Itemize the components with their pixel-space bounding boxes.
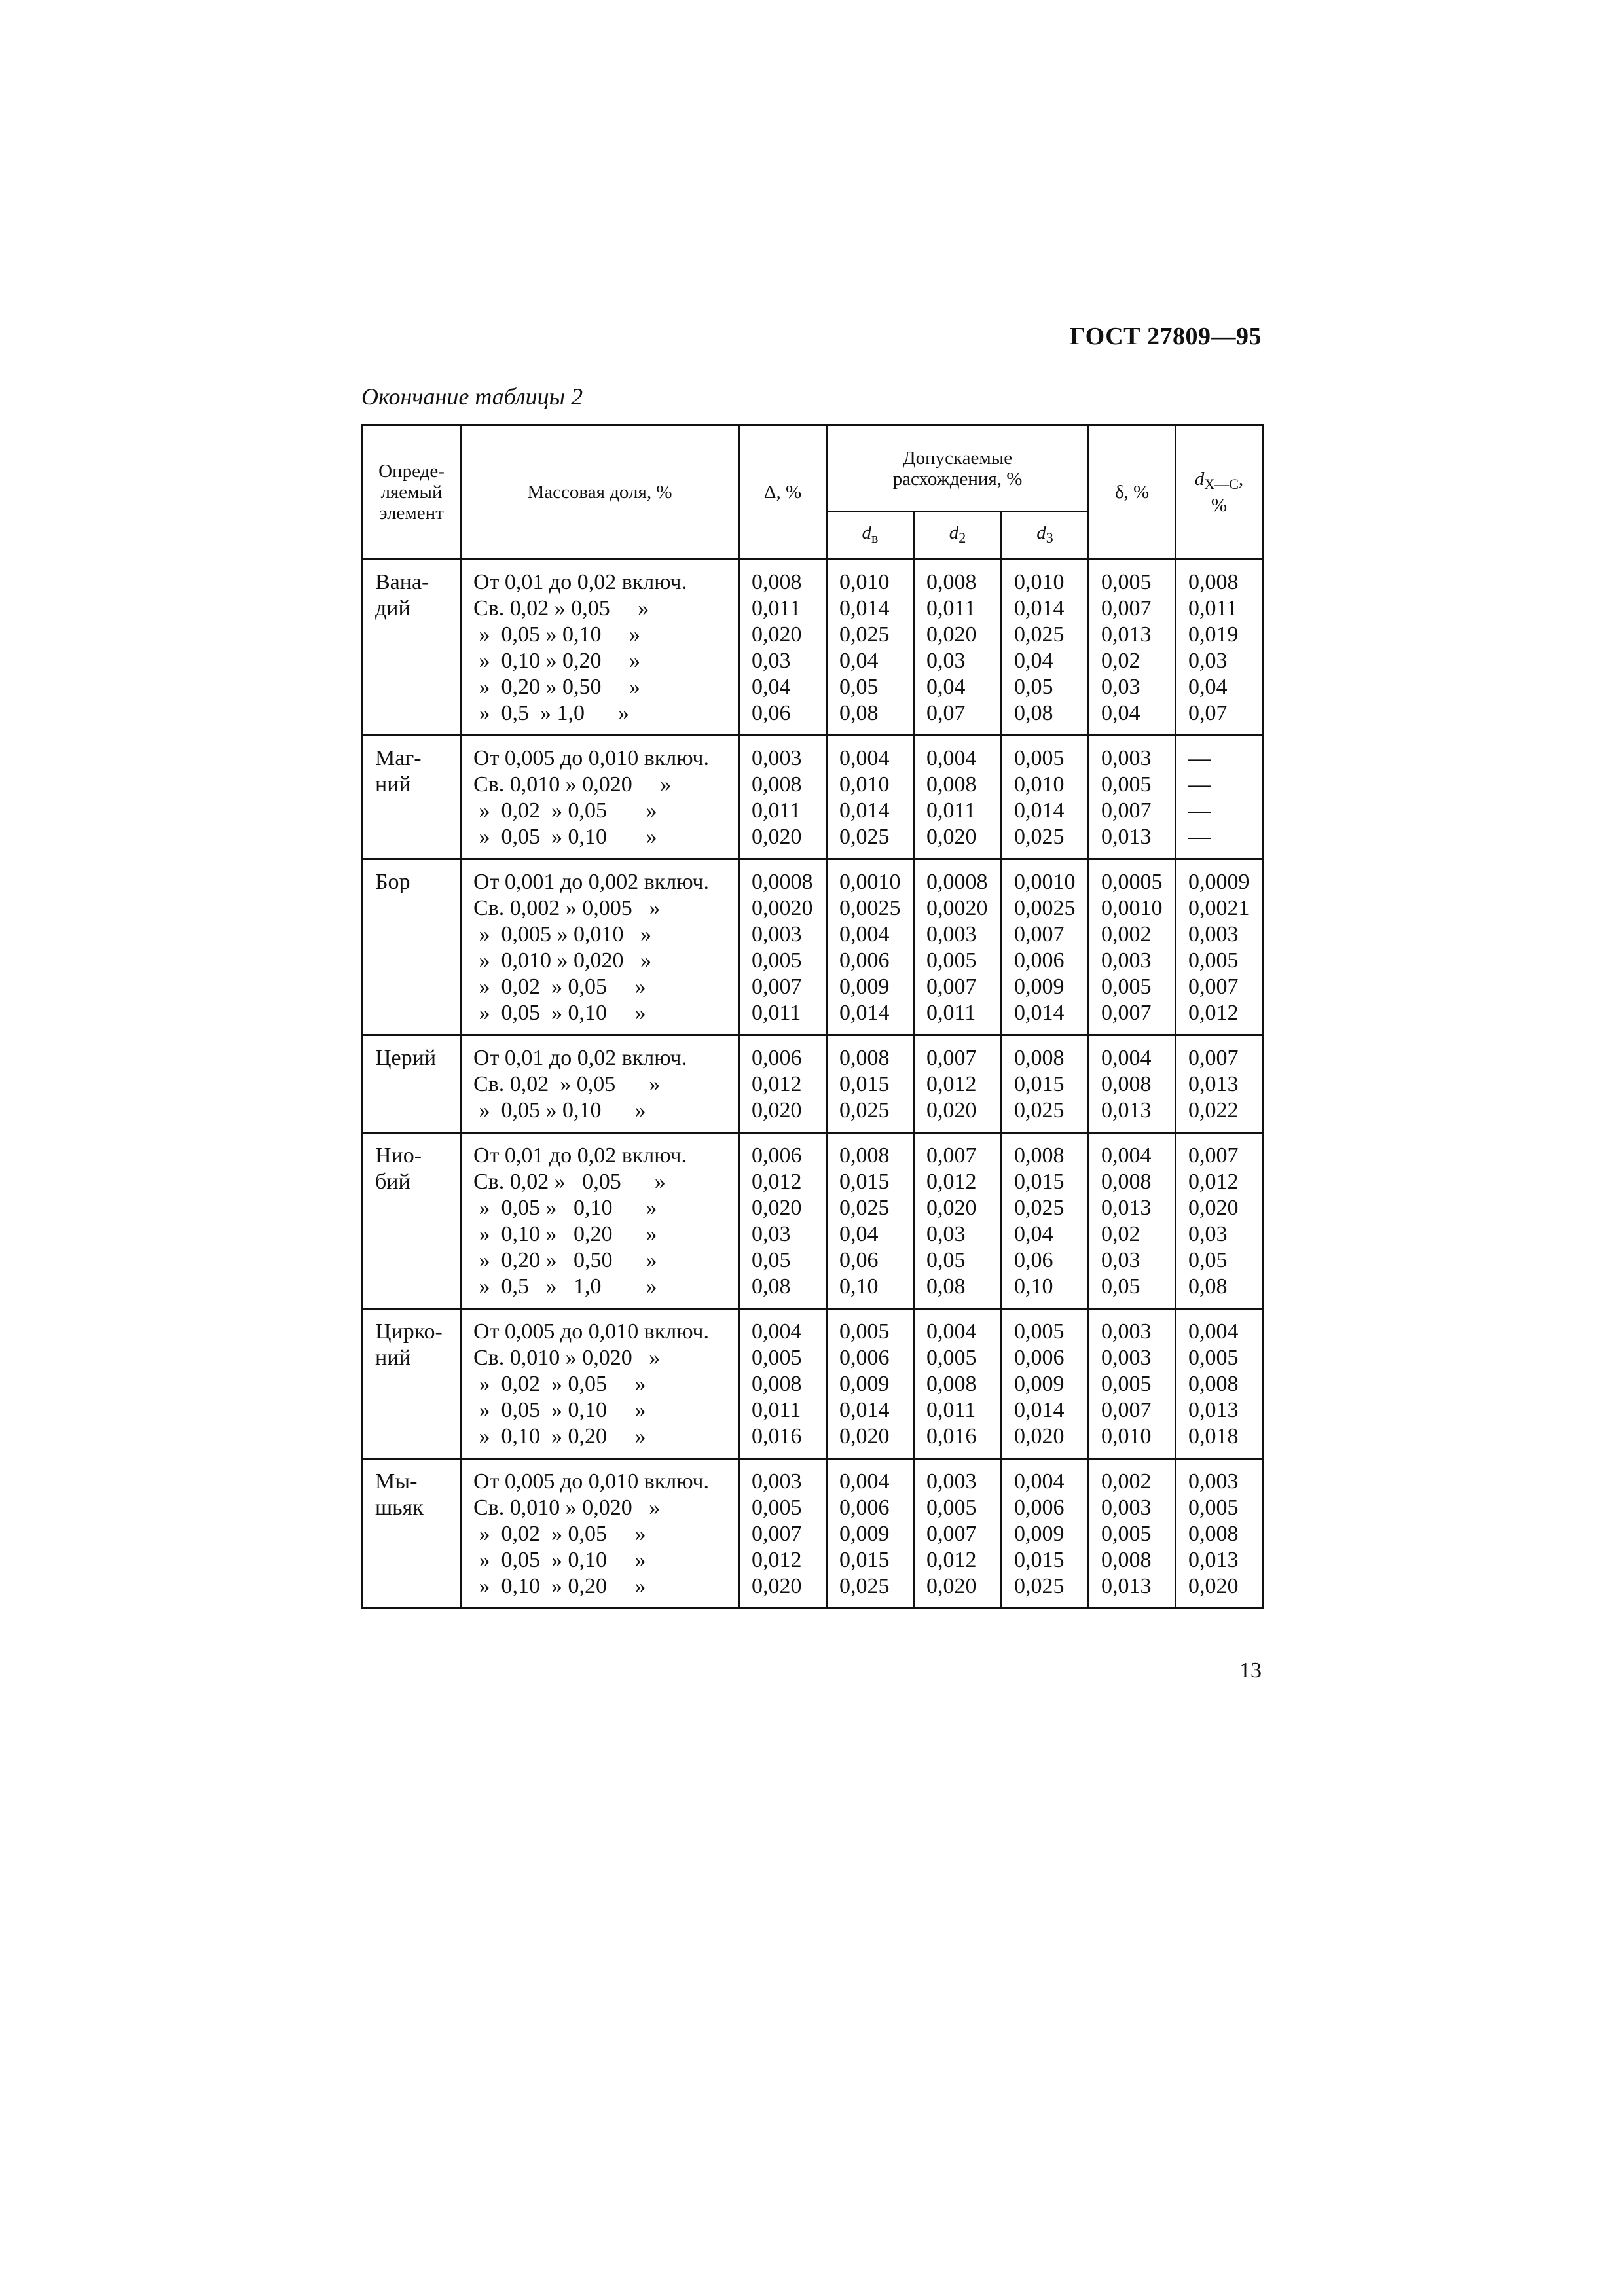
header-d3: $d_3$	[1002, 512, 1089, 560]
cell-mass: От 0,005 до 0,010 включ. Св. 0,010 » 0,020 » » 0,02 » 0,05 » » 0,05 » 0,10 »	[461, 736, 739, 859]
cell-dxc: 0,007 0,013 0,022	[1176, 1035, 1263, 1133]
table-row	[363, 1459, 1263, 1609]
cell-mass: От 0,01 до 0,02 включ. Св. 0,02 » 0,05 » » 0,05 » 0,10 » » 0,10 » 0,20 » » 0,20 » 0,50 » » 0,5 » 1,0 »	[461, 560, 739, 736]
table-caption: Окончание таблицы 2	[361, 384, 583, 410]
table-row	[363, 859, 1263, 1035]
cell-element: Бор	[363, 859, 461, 1035]
cell-element: Мы- шьяк	[363, 1459, 461, 1609]
cell-d2: 0,007 0,012 0,020 0,03 0,05 0,08	[914, 1133, 1002, 1309]
header-mass-fraction: Массовая доля, %	[461, 425, 739, 560]
cell-d2: 0,004 0,008 0,011 0,020	[914, 736, 1002, 859]
cell-d2: 0,003 0,005 0,007 0,012 0,020	[914, 1459, 1002, 1609]
header-dxc: $d_{Х—С}$, %	[1176, 425, 1263, 560]
header-tolerances: Допускаемые расхождения, %	[827, 425, 1089, 512]
cell-delta: 0,0008 0,0020 0,003 0,005 0,007 0,011	[739, 859, 827, 1035]
cell-d3: 0,010 0,014 0,025 0,04 0,05 0,08	[1002, 560, 1089, 736]
cell-small-delta: 0,0005 0,0010 0,002 0,003 0,005 0,007	[1089, 859, 1176, 1035]
cell-delta: 0,006 0,012 0,020	[739, 1035, 827, 1133]
cell-element: Вана- дий	[363, 560, 461, 736]
table-row	[363, 560, 1263, 736]
cell-d-b: 0,008 0,015 0,025 0,04 0,06 0,10	[827, 1133, 914, 1309]
table-row	[363, 1035, 1263, 1133]
header-d2: $d_2$	[914, 512, 1002, 560]
cell-element: Маг- ний	[363, 736, 461, 859]
cell-element: Церий	[363, 1035, 461, 1133]
cell-element: Нио- бий	[363, 1133, 461, 1309]
cell-d3: 0,004 0,006 0,009 0,015 0,025	[1002, 1459, 1089, 1609]
cell-dxc: 0,004 0,005 0,008 0,013 0,018	[1176, 1309, 1263, 1459]
cell-mass: От 0,01 до 0,02 включ. Св. 0,02 » 0,05 » » 0,05 » 0,10 »	[461, 1035, 739, 1133]
document-code: ГОСТ 27809—95	[1069, 323, 1262, 350]
cell-delta: 0,003 0,005 0,007 0,012 0,020	[739, 1459, 827, 1609]
cell-d3: 0,005 0,010 0,014 0,025	[1002, 736, 1089, 859]
table-row	[363, 736, 1263, 859]
cell-small-delta: 0,003 0,005 0,007 0,013	[1089, 736, 1176, 859]
page-number: 13	[1239, 1659, 1262, 1683]
cell-mass: От 0,005 до 0,010 включ. Св. 0,010 » 0,020 » » 0,02 » 0,05 » » 0,05 » 0,10 » » 0,10 » 0,20 »	[461, 1459, 739, 1609]
cell-d-b: 0,004 0,010 0,014 0,025	[827, 736, 914, 859]
cell-d2: 0,007 0,012 0,020	[914, 1035, 1002, 1133]
cell-delta: 0,003 0,008 0,011 0,020	[739, 736, 827, 859]
cell-delta: 0,008 0,011 0,020 0,03 0,04 0,06	[739, 560, 827, 736]
cell-d3: 0,0010 0,0025 0,007 0,006 0,009 0,014	[1002, 859, 1089, 1035]
table-row	[363, 1133, 1263, 1309]
cell-d2: 0,004 0,005 0,008 0,011 0,016	[914, 1309, 1002, 1459]
cell-mass: От 0,01 до 0,02 включ. Св. 0,02 » 0,05 » » 0,05 » 0,10 » » 0,10 » 0,20 » » 0,20 » 0,50 » » 0,5 » 1,0 »	[461, 1133, 739, 1309]
cell-dxc: 0,0009 0,0021 0,003 0,005 0,007 0,012	[1176, 859, 1263, 1035]
cell-mass: От 0,005 до 0,010 включ. Св. 0,010 » 0,020 » » 0,02 » 0,05 » » 0,05 » 0,10 » » 0,10 » 0,20 »	[461, 1309, 739, 1459]
cell-small-delta: 0,003 0,003 0,005 0,007 0,010	[1089, 1309, 1176, 1459]
cell-dxc: — — — —	[1176, 736, 1263, 859]
header-small-delta: δ, %	[1089, 425, 1176, 560]
header-element: Опреде- ляемый элемент	[363, 425, 461, 560]
cell-d-b: 0,008 0,015 0,025	[827, 1035, 914, 1133]
cell-dxc: 0,003 0,005 0,008 0,013 0,020	[1176, 1459, 1263, 1609]
cell-d3: 0,008 0,015 0,025 0,04 0,06 0,10	[1002, 1133, 1089, 1309]
cell-d2: 0,008 0,011 0,020 0,03 0,04 0,07	[914, 560, 1002, 736]
cell-delta: 0,004 0,005 0,008 0,011 0,016	[739, 1309, 827, 1459]
cell-d3: 0,008 0,015 0,025	[1002, 1035, 1089, 1133]
header-d-b: $d_в$	[827, 512, 914, 560]
cell-d-b: 0,005 0,006 0,009 0,014 0,020	[827, 1309, 914, 1459]
table-row	[363, 1309, 1263, 1459]
data-table	[361, 424, 1264, 1609]
header-delta: Δ, %	[739, 425, 827, 560]
cell-small-delta: 0,004 0,008 0,013	[1089, 1035, 1176, 1133]
cell-small-delta: 0,005 0,007 0,013 0,02 0,03 0,04	[1089, 560, 1176, 736]
cell-small-delta: 0,002 0,003 0,005 0,008 0,013	[1089, 1459, 1176, 1609]
cell-d-b: 0,004 0,006 0,009 0,015 0,025	[827, 1459, 914, 1609]
cell-d-b: 0,010 0,014 0,025 0,04 0,05 0,08	[827, 560, 914, 736]
cell-d-b: 0,0010 0,0025 0,004 0,006 0,009 0,014	[827, 859, 914, 1035]
cell-d3: 0,005 0,006 0,009 0,014 0,020	[1002, 1309, 1089, 1459]
cell-mass: От 0,001 до 0,002 включ. Св. 0,002 » 0,005 » » 0,005 » 0,010 » » 0,010 » 0,020 » » 0,02 » 0,05 » » 0,05 » 0,10 »	[461, 859, 739, 1035]
cell-dxc: 0,008 0,011 0,019 0,03 0,04 0,07	[1176, 560, 1263, 736]
cell-delta: 0,006 0,012 0,020 0,03 0,05 0,08	[739, 1133, 827, 1309]
cell-d2: 0,0008 0,0020 0,003 0,005 0,007 0,011	[914, 859, 1002, 1035]
cell-small-delta: 0,004 0,008 0,013 0,02 0,03 0,05	[1089, 1133, 1176, 1309]
cell-element: Цирко- ний	[363, 1309, 461, 1459]
cell-dxc: 0,007 0,012 0,020 0,03 0,05 0,08	[1176, 1133, 1263, 1309]
